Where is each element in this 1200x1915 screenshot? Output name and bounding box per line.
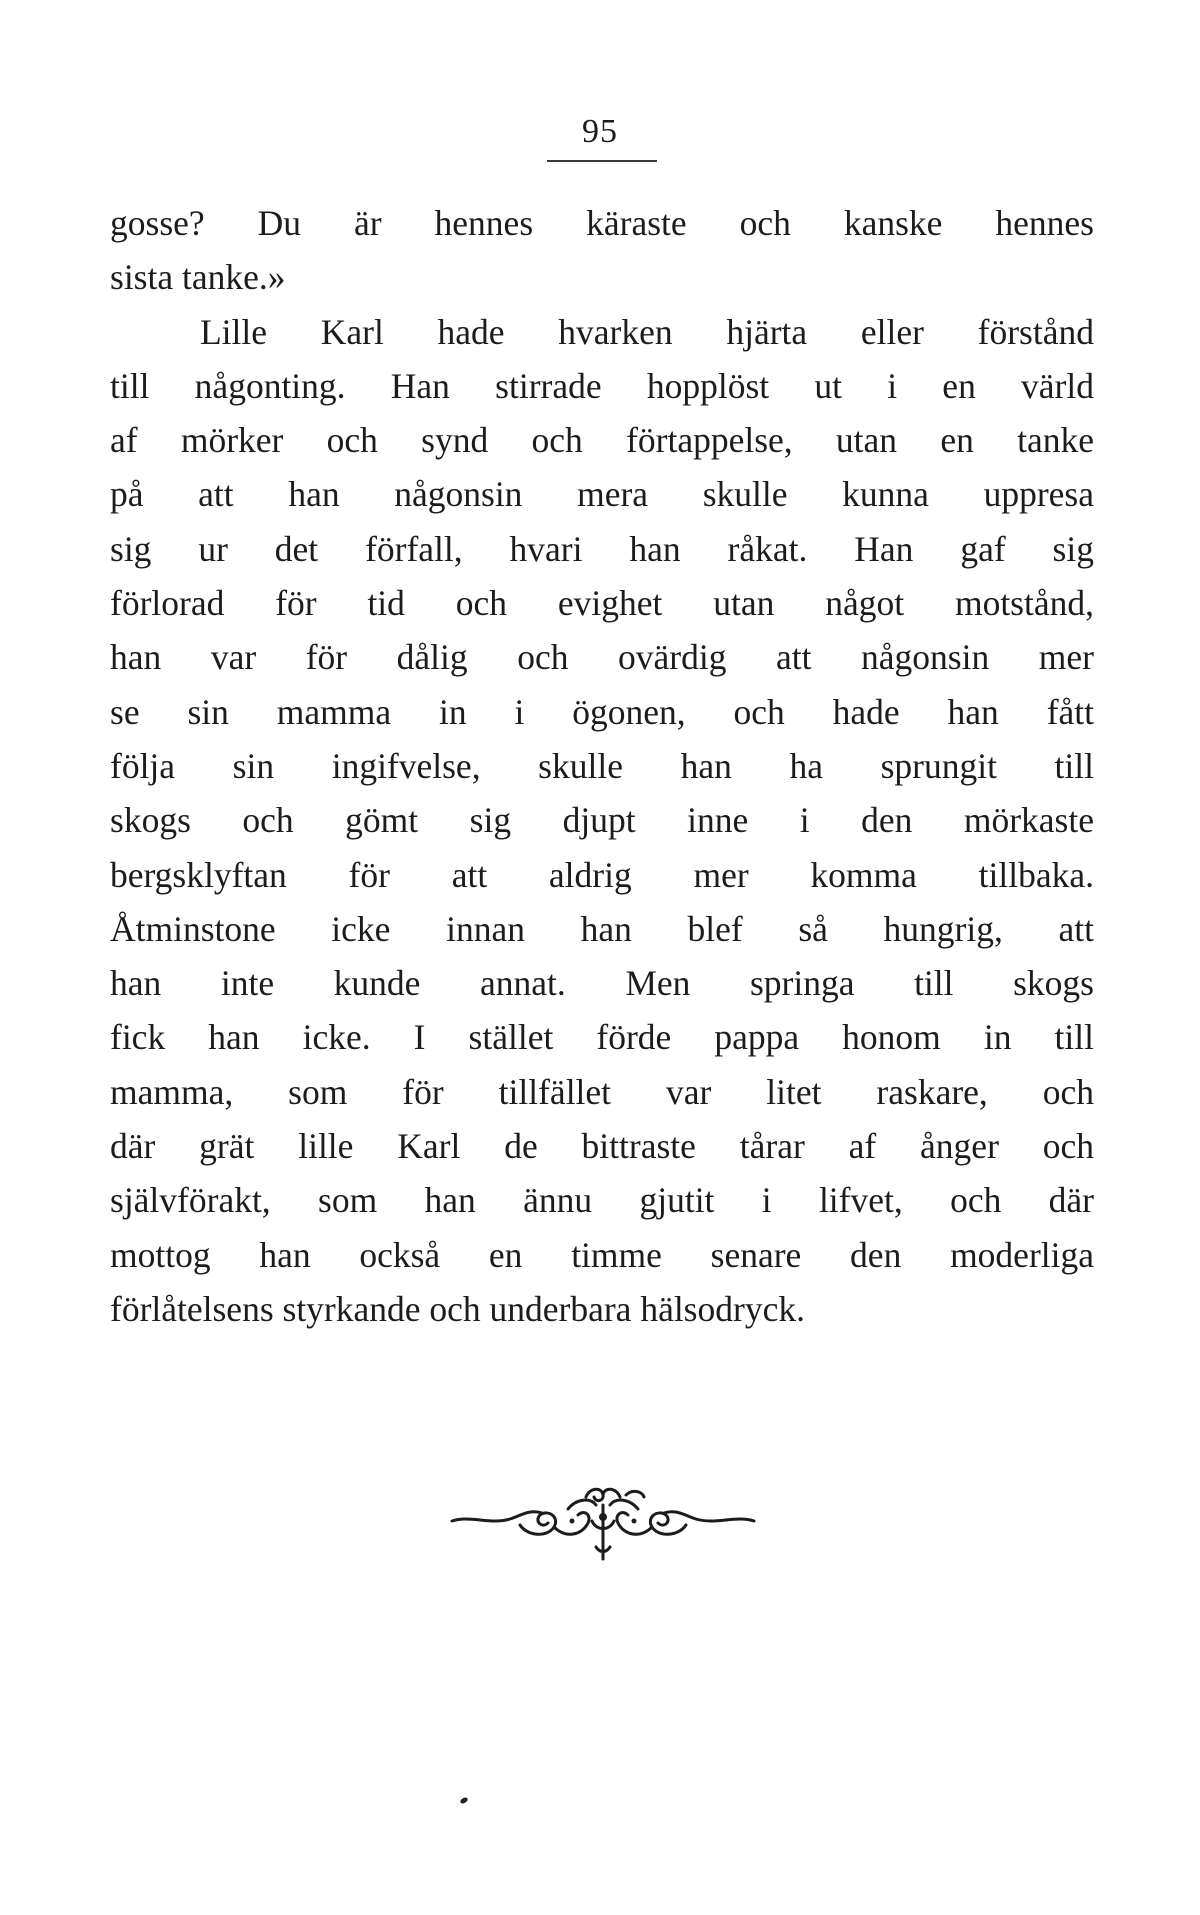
text-line: sista tanke.» (110, 257, 286, 298)
text-line: Åtminstone icke innan han blef så hungrig, att (110, 908, 1094, 949)
text-line: skogs och gömt sig djupt inne i den mörkaste (110, 800, 1094, 841)
text-line: Lille Karl hade hvarken hjärta eller förstånd (200, 311, 1094, 352)
text-line: förlorad för tid och evighet utan något motstånd, (110, 583, 1094, 624)
text-line: där grät lille Karl de bittraste tårar af ånger och (110, 1126, 1094, 1167)
decorative-vignette-icon (450, 1475, 756, 1565)
text-line: mamma, som för tillfället var litet raskare, och (110, 1071, 1094, 1112)
text-line: fick han icke. I stället förde pappa honom in till (110, 1017, 1094, 1058)
body-text (110, 196, 1094, 1336)
text-line: af mörker och synd och förtappelse, utan en tanke (110, 420, 1094, 461)
text-line: förlåtelsens styrkande och underbara hälsodryck. (110, 1288, 805, 1329)
text-line: bergsklyftan för att aldrig mer komma tillbaka. (110, 854, 1094, 895)
text-line: se sin mamma in i ögonen, och hade han fått (110, 691, 1094, 732)
text-line: mottog han också en timme senare den moderliga (110, 1234, 1094, 1275)
text-line: på att han någonsin mera skulle kunna uppresa (110, 474, 1094, 515)
text-line: han inte kunde annat. Men springa till skogs (110, 963, 1094, 1004)
text-line: självförakt, som han ännu gjutit i lifvet, och där (110, 1180, 1094, 1221)
text-line: till någonting. Han stirrade hopplöst ut i en värld (110, 365, 1094, 406)
page-number: 95 (582, 113, 618, 150)
text-line: följa sin ingifvelse, skulle han ha sprungit till (110, 745, 1094, 786)
ink-speck (459, 1796, 468, 1804)
page-number-rule (547, 160, 657, 162)
text-line: gosse? Du är hennes käraste och kanske hennes (110, 203, 1094, 243)
text-line: sig ur det förfall, hvari han råkat. Han gaf sig (110, 528, 1094, 569)
text-line: han var för dålig och ovärdig att någonsin mer (110, 637, 1094, 678)
